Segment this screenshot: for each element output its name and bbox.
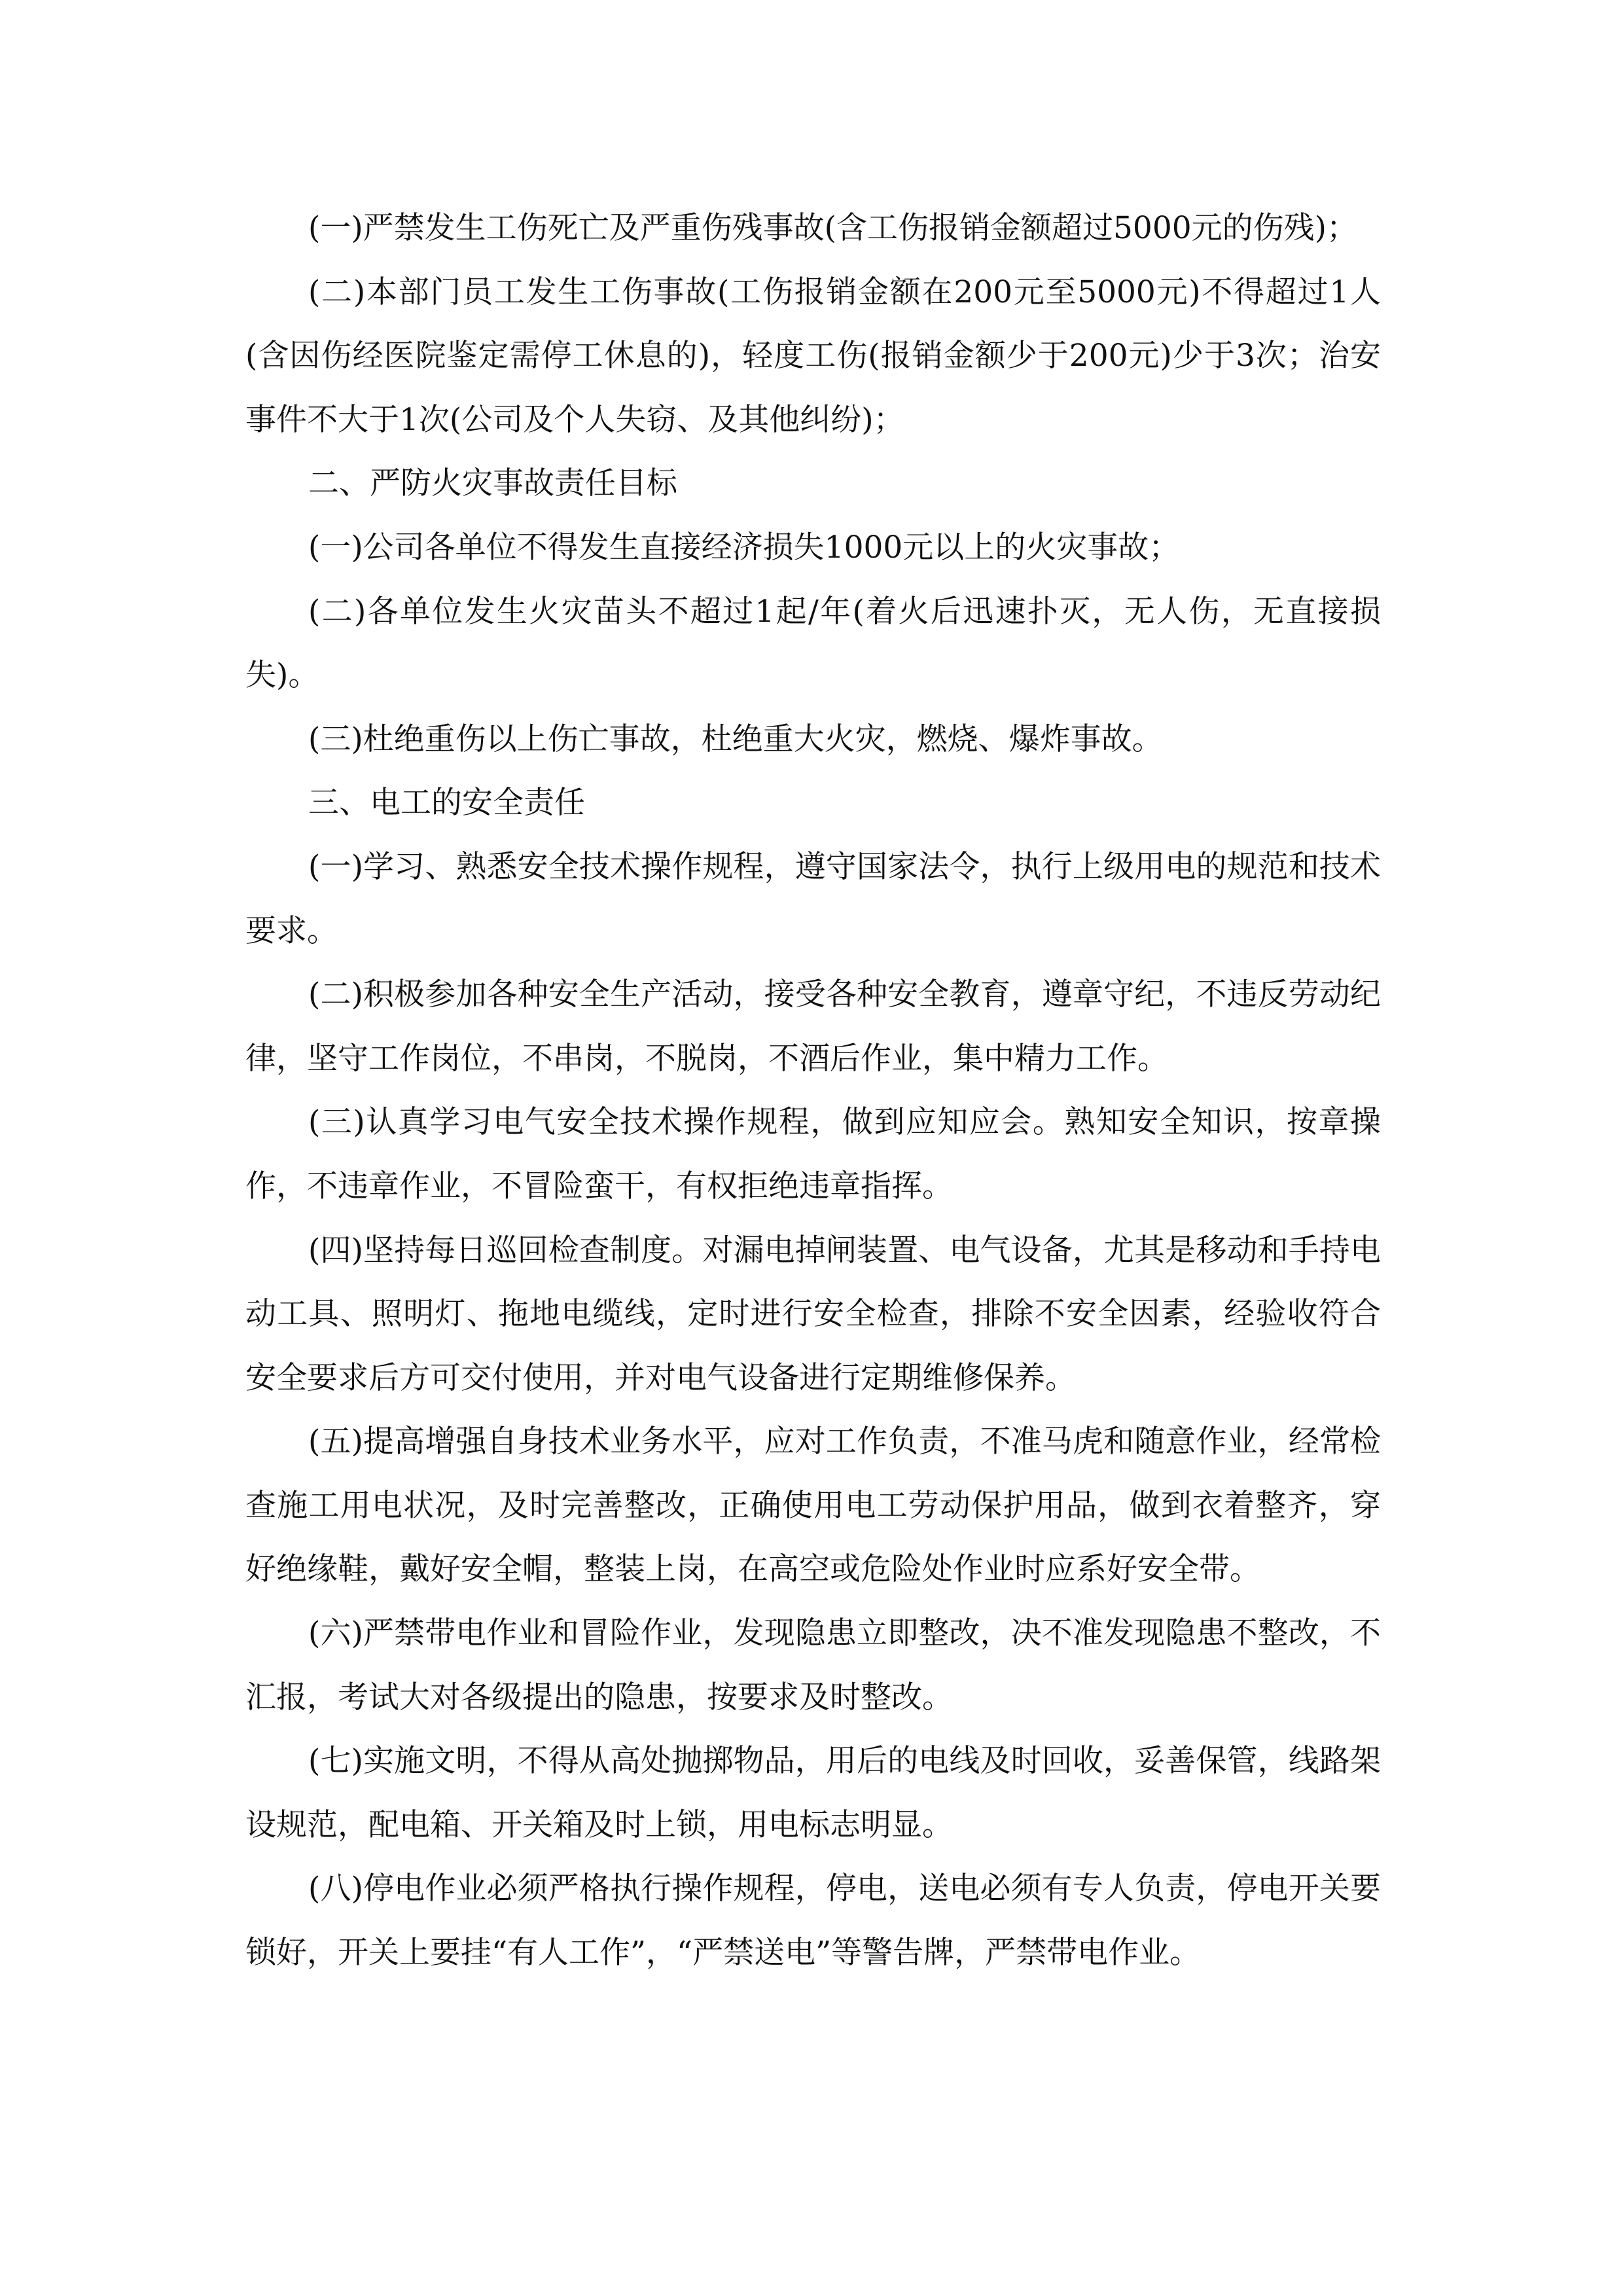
paragraph-6: (三)杜绝重伤以上伤亡事故，杜绝重大火灾，燃烧、爆炸事故。: [308, 721, 1163, 757]
paragraph-2: (二)本部门员工发生工伤事故(工伤报销金额在200元至5000元)不得超过1人(含因伤经医院鉴定需停工休息的)，轻度工伤(报销金额少于200元)少于3次；治安事件不大于1次(公司及个人失窃、及其他纠纷)；: [245, 274, 1381, 438]
paragraph-9: (二)积极参加各种安全生产活动，接受各种安全教育，遵章守纪，不违反劳动纪律，坚守工作岗位，不串岗，不脱岗，不酒后作业，集中精力工作。: [245, 977, 1381, 1077]
paragraph-1: (一)严禁发生工伤死亡及严重伤残事故(含工伤报销金额超过5000元的伤残)；: [308, 210, 1357, 246]
section-heading-electrician: 三、电工的安全责任: [308, 785, 585, 821]
paragraph-12: (五)提高增强自身技术业务水平，应对工作负责，不准马虎和随意作业，经常检查施工用电状况，及时完善整改，正确使用电工劳动保护用品，做到衣着整齐，穿好绝缘鞋，戴好安全帽，整装上岗，在高空或危险处作业时应系好安全带。: [245, 1424, 1381, 1588]
paragraph-10: (三)认真学习电气安全技术操作规程，做到应知应会。熟知安全知识，按章操作，不违章作业，不冒险蛮干，有权拒绝违章指挥。: [245, 1104, 1381, 1204]
paragraph-14: (七)实施文明，不得从高处抛掷物品，用后的电线及时回收，妥善保管，线路架设规范，配电箱、开关箱及时上锁，用电标志明显。: [245, 1743, 1381, 1843]
section-heading-fire: 二、严防火灾事故责任目标: [308, 465, 677, 502]
paragraph-4: (一)公司各单位不得发生直接经济损失1000元以上的火灾事故；: [308, 529, 1180, 565]
paragraph-8: (一)学习、熟悉安全技术操作规程，遵守国家法令，执行上级用电的规范和技术要求。: [245, 848, 1381, 949]
paragraph-5: (二)各单位发生火灾苗头不超过1起/年(着火后迅速扑灭，无人伤，无直接损失)。: [245, 593, 1381, 694]
document-body: [245, 196, 1381, 1985]
paragraph-13: (六)严禁带电作业和冒险作业，发现隐患立即整改，决不准发现隐患不整改，不汇报，考试大对各级提出的隐患，按要求及时整改。: [245, 1615, 1381, 1715]
paragraph-15: (八)停电作业必须严格执行操作规程，停电，送电必须有专人负责，停电开关要锁好，开关上要挂“有人工作”，“严禁送电”等警告牌，严禁带电作业。: [245, 1871, 1381, 1971]
paragraph-11: (四)坚持每日巡回检查制度。对漏电掉闸装置、电气设备，尤其是移动和手持电动工具、照明灯、拖地电缆线，定时进行安全检查，排除不安全因素，经验收符合安全要求后方可交付使用，并对电气设备进行定期维修保养。: [245, 1232, 1381, 1396]
